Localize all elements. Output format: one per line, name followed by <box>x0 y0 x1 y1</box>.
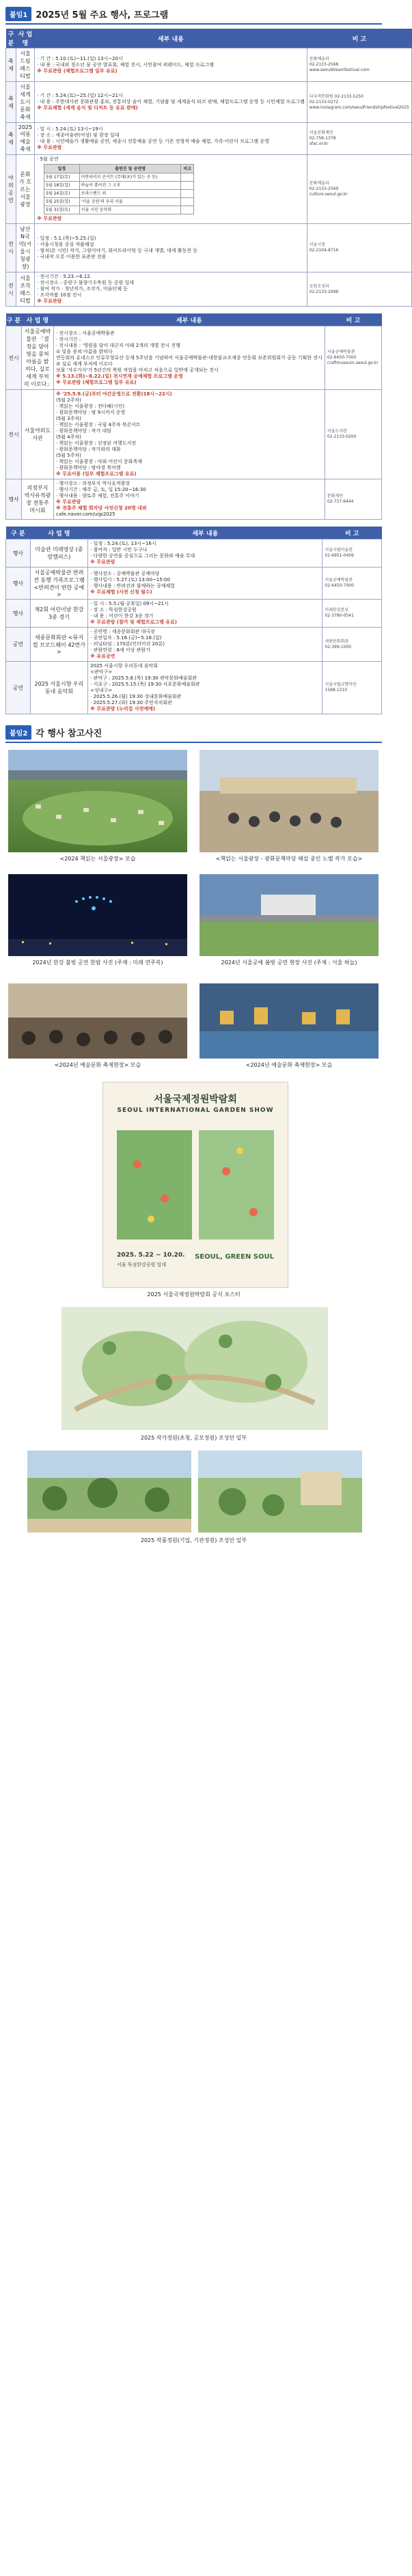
row-detail <box>35 82 307 123</box>
contact-line: 서울공예박물관 <box>325 578 353 583</box>
garden-plan-2b-illustration <box>198 1451 362 1532</box>
detail-line: · 전시장소 : 중랑구 물향기수목원 등 공원 일대 <box>37 280 134 285</box>
detail-line: · 광화문책마당 : 밤 9시까지 운영 <box>55 410 126 415</box>
page-title: 2025년 5월 주요 행사, 프로그램 <box>36 10 169 20</box>
detail-line: ※ 무료관람 <box>55 499 81 505</box>
detail-line: ※ '25.5.9.(금)부터 야간운영으로 전환(18시~22시) <box>55 391 172 397</box>
section-title: 각 행사 참고사진 <box>36 728 102 739</box>
table-row <box>6 48 412 82</box>
photo-caption: <2024 책읽는 서울광장> 모습 <box>59 856 136 862</box>
row-project-name: 문화가 흐르는 서울광장 <box>16 155 34 224</box>
schedule-row <box>44 190 194 198</box>
row-detail <box>35 272 307 307</box>
detail-line: ※ 무료관람 <box>37 145 62 150</box>
row-category: 야외공연 <box>6 155 16 224</box>
row-project-name: 의정부지 역사유적광장 전통주마시회 <box>21 479 53 520</box>
contact-line: 서울문화재단 <box>309 130 333 135</box>
row-project-name: 서울조각페스티벌 <box>16 272 34 307</box>
detail-line: · 기 간 : 5.10.(토)~11.(일) 13시~20시 <box>37 55 123 61</box>
contact-line: 공원조성과 <box>309 283 329 289</box>
detail-line: <성내구> <box>90 688 113 693</box>
detail-line: · 협치(본 시민) 작가, 그림이야기, 화이트라이팅 등 국내 개별, 대세 활동전 등 <box>37 248 198 253</box>
row-category: 축제 <box>6 123 16 155</box>
row-category: 축제 <box>6 48 16 82</box>
detail-line: · 행사내용 : 반려견과 함께하는 공예체험 <box>90 583 176 589</box>
detail-line: · 2025.5.26.(월) 19:30 성내문화예술회관 <box>90 694 182 699</box>
detail-line: · 내 용 : 어린이 한강 3종 경기 <box>90 613 154 619</box>
photo-cheonggye-festival <box>200 983 379 1059</box>
schedule-cell <box>181 173 194 182</box>
row-project-name: 미술관 미래영상 (중랑캠퍼스) <box>30 540 88 568</box>
detail-line: · 행사장소 : 의정부지 역사유적광장 <box>55 481 131 486</box>
detail-line: (5월 2주차) <box>55 397 81 403</box>
table-row <box>6 272 412 307</box>
photo-spring-park <box>200 874 379 956</box>
header-project: 사 업 명 <box>16 29 34 48</box>
detail-line: <관악구> <box>90 669 113 675</box>
row-project-name: 제2회 어린이날 한강 3종 경기 <box>30 600 88 628</box>
plaza-illustration <box>8 750 187 852</box>
contact-line: 02-2133-2098 <box>309 289 339 294</box>
row-contact <box>307 48 411 82</box>
detail-line: · 내 용 : 주한대사관 문화관광 홍보, 전통의상 숨이 체험, 기념품 및 세계음식 타코 판매, 체험프로그램 운영 등 시민체험 프로그램 <box>37 99 305 104</box>
row-project-name: 세종문화회관 <뮤지컬 브로드웨이 42번가> <box>30 628 88 662</box>
detail-line: · 전시기간 : 5.23.~6.12. <box>37 274 92 279</box>
detail-line: · 책읽는 서울광장 : 전다혜(시인) <box>55 404 125 409</box>
drone-show-illustration <box>8 874 187 956</box>
contact-line: 02-758-1378 <box>309 136 336 141</box>
detail-line: ① 빛을 뭉쳐 아름을 밝히다 <box>55 348 113 354</box>
detail-line: · 일정 : 5.1.(목)~5.25.(일) <box>37 236 96 241</box>
row-contact <box>322 662 382 714</box>
header-category: 구 분 <box>6 29 16 48</box>
table-row <box>6 479 382 520</box>
row-detail <box>88 540 322 568</box>
contact-line: 02-6951-0409 <box>325 553 354 558</box>
detail-line: · 다양한 공연을 중심으로 그리는 문화와 예술 무대 <box>90 553 195 559</box>
row-detail <box>53 479 325 520</box>
header-project: 사 업 명 <box>30 527 88 540</box>
header-note: 비 고 <box>322 527 382 540</box>
contact-line: 미래한강본부 <box>325 608 349 613</box>
events-table-3 <box>5 527 382 714</box>
detail-line: ② 실로 세계 부처에 이르다 <box>55 361 113 367</box>
row-contact <box>307 155 411 224</box>
table-row <box>6 540 382 568</box>
contact-line: www.instagram.com/seoulfriendshipfestival2025 <box>309 104 410 110</box>
detail-line: ※ 무료체험 (세계 음식 및 디저트 등 유료 판매) <box>37 105 138 111</box>
header-detail: 세부 내용 <box>53 313 325 326</box>
header-note: 비 고 <box>325 313 381 326</box>
section-badge: 붙임1 <box>5 7 31 21</box>
contact-line: 02-2133-0200 <box>327 434 357 439</box>
detail-line: · 행사기간 : 매주 금, 토, 일 15:20~16:30 <box>55 487 146 492</box>
book-event-illustration <box>200 750 379 852</box>
detail-line: · 일정 : 5.24.(토), 13시~16시 <box>90 541 156 546</box>
detail-line: · 내 용 : 시민예술가 생활예술 공연, 세종시 전통예술 공연 등 기존 전형적 예술 체험, 가족·어린이 프로그램 운영 <box>37 139 269 144</box>
detail-line: · 광화문책마당 : 작가 대담 <box>55 428 112 434</box>
schedule-cell: 5월 25일(일) <box>44 198 80 206</box>
row-detail <box>88 600 322 628</box>
schedule-header: 일정 <box>44 165 80 173</box>
detail-line: ※ 무료관람 <box>37 298 62 304</box>
schedule-cell: '서울 공원'의 우리 서울 <box>79 198 181 206</box>
detail-line: · 일 시 : 5.5.(월·공휴일) 09시~21시 <box>90 601 169 606</box>
contact-line: 서울시청 <box>309 242 325 247</box>
photo-seoul-plaza-2024 <box>8 750 187 852</box>
detail-line: (5월 3주차) <box>55 416 81 421</box>
detail-line: ※ 무료관람 <box>90 559 115 565</box>
photo-caption: 2025 서울국제정원박람회 공식 포스터 <box>147 1291 241 1298</box>
schedule-cell <box>181 190 194 198</box>
detail-line: · 2025.5.27.(화) 19:30 주민자치회관 <box>90 700 172 705</box>
photo-garden-plan-1 <box>61 1307 328 1430</box>
detail-line: · 러닝타임 : 170분(인터미션 20분) <box>90 641 165 647</box>
header-note: 비 고 <box>307 29 411 48</box>
table-row <box>6 662 382 714</box>
schedule-row <box>44 198 194 206</box>
table-row <box>6 326 382 390</box>
detail-line: ※ 무료이용 (일부 체험프로그램 유료) <box>55 471 137 477</box>
schedule-cell: 어반라이브 콘서트 (무대(포)가 있는 곳 등) <box>79 173 181 182</box>
poster-title-ko: 서울국제정원박람회 <box>154 1094 237 1105</box>
detail-line: · 참여자 : 일반 시민 누구나 <box>90 547 148 552</box>
row-category: 전시 <box>6 272 16 307</box>
events-table-2 <box>5 313 382 520</box>
detail-line: · 광화문책마당 : 밤야경 북마켓 <box>55 465 121 471</box>
detail-line: · 서울시청을 중심 작품해설 <box>37 242 94 247</box>
row-category: 전시 <box>6 326 22 390</box>
schedule-cell: 5월 18일(일) <box>44 182 80 190</box>
detail-line: · 공연일자 : 5.16.(금)~5.18.(일) <box>90 635 162 641</box>
detail-line: · 기 간 : 5.24.(토)~25.(일) 12시~21시 <box>37 93 123 98</box>
contact-line: 02-737-6444 <box>327 499 354 504</box>
detail-line: · 국내작 오롯 이용한 표준판 전용 <box>37 254 107 260</box>
row-category: 행사 <box>6 479 22 520</box>
header-detail: 세부 내용 <box>88 527 322 540</box>
photo-caption: 2024년 한강 불빛 공연 한밤 사진 (주제 : 미래 연주복) <box>32 960 163 966</box>
photo-drone-show-2024 <box>8 874 187 956</box>
schedule-cell <box>181 206 194 214</box>
contact-line: 02-6450-7000 <box>325 583 354 588</box>
row-category: 전시 <box>6 390 22 479</box>
schedule-cell: 하늘이 흩어진 그 오후 <box>79 182 181 190</box>
contact-line: craftmuseum.seoul.go.kr <box>327 361 379 365</box>
detail-line: 연등회의 유네스코 인류무형유산 등재 5주년을 기념하여 서울공예박물관-대한불교조계종 연등회 보존위원회가 공동 기획한 전시 <box>55 354 322 361</box>
table-row <box>6 123 412 155</box>
contact-line: 세종문화회관 <box>325 639 349 644</box>
row-contact <box>325 479 381 520</box>
table-row <box>6 224 412 272</box>
row-contact <box>322 540 382 568</box>
row-project-name: 서울야외도서관 <box>21 390 53 479</box>
schedule-table <box>44 164 194 214</box>
row-detail <box>35 123 307 155</box>
contact-line: 서울시립미술관 <box>325 548 353 552</box>
row-detail <box>88 662 322 714</box>
row-contact <box>322 628 382 662</box>
table-row <box>6 600 382 628</box>
detail-line: · 서초구 : 2025.5.15.(목) 19:30 서초문화예술회관 <box>90 682 200 687</box>
row-project-name: 서울공예박물관 반려견 동행 가족프로그램 <반려견이 반한 공예> <box>30 568 88 600</box>
table-row <box>6 390 382 479</box>
detail-line: ※ 무료관람 (누리집 사전예매) <box>90 706 156 712</box>
header-category: 구 분 <box>6 527 31 540</box>
header-category: 구 분 <box>6 313 22 326</box>
detail-line: cafe.naver.com/uijp2025 <box>55 512 115 517</box>
photo-garden-plan-2b <box>198 1451 362 1532</box>
row-detail <box>35 224 307 272</box>
row-detail <box>35 155 307 224</box>
detail-line: · 책읽는 서울광장 : 국립 4주차 북콘서트 <box>55 422 141 428</box>
detail-line: · 행사내용 : 향토주 체험, 전통주 이야기 <box>55 493 139 499</box>
page <box>0 4 410 1935</box>
table-row <box>6 155 412 224</box>
row-category: 공연 <box>6 662 31 714</box>
schedule-cell: 5월 17일(토) <box>44 173 80 182</box>
detail-line: 보물 '자수가사'가 5년간의 복원 작업을 마치고 처음으로 일반에 공개되는 전시 <box>55 367 219 373</box>
row-contact <box>322 568 382 600</box>
poster-garden-show <box>102 1082 288 1288</box>
section1-header <box>5 4 382 25</box>
detail-line: ※ 5.13.(화)~6.22.(일) 전시연계 공예체험 프로그램 운영 <box>55 373 183 379</box>
poster-dates: 2025. 5.22 ~ 10.20. <box>117 1252 185 1259</box>
header-detail: 세부 내용 <box>35 29 307 48</box>
contact-line: 문화재단 <box>327 494 343 499</box>
contact-line: sfac.or.kr <box>309 141 329 146</box>
photo-festival-crowd <box>8 983 187 1059</box>
detail-line: ※ 무료관람 (체험프로그램 일부 유료) <box>37 68 118 74</box>
photo-caption: 2025 작품정원(기업, 기관정원) 조성안 일부 <box>140 1537 247 1543</box>
table-row <box>6 82 412 123</box>
detail-line: ※ 유료공연 <box>90 654 115 659</box>
detail-line: ※ 무료체험 (사전 신청 필수) <box>90 589 152 595</box>
detail-line: · 광화문책마당 : 작가와의 대화 <box>55 447 121 452</box>
poster-garden-illustration <box>103 1123 288 1246</box>
detail-line: · 공연명 : 세종문화회관 대극장 <box>90 629 155 634</box>
photo-caption: 2025 작가정원(초청, 공모정원) 조성안 일부 <box>140 1435 247 1441</box>
contact-line: 02-2133-2569 <box>309 186 339 191</box>
detail-line: ※ 무료관람 (참가 및 체험프로그램 유료) <box>90 619 177 625</box>
row-contact <box>307 272 411 307</box>
contact-line: 문화예술과 <box>309 57 329 61</box>
detail-line: · 조각작품 10점 전시 <box>37 292 82 298</box>
photo-gwanghwamun-book <box>200 750 379 852</box>
row-detail <box>53 326 325 390</box>
detail-line: ※ 무료관람 <box>37 216 62 221</box>
schedule-row <box>44 173 194 182</box>
row-category: 전시 <box>6 224 16 272</box>
schedule-row <box>44 182 194 190</box>
row-category: 행사 <box>6 568 31 600</box>
detail-line: · 전시장소 : 서울공예박물관 <box>55 330 115 336</box>
detail-line: · 책읽는 서울광장 : 야외 어린이 문화축제 <box>55 459 143 464</box>
detail-line: · 장 소 : 세종미술관(여성) 및 광장 일대 <box>37 132 120 138</box>
poster-venue: 서울 뚝섬한강공원 일대 <box>117 1262 167 1268</box>
photo-caption: <2024년 예술문화 축제현장> 모습 <box>54 1062 141 1068</box>
contact-line: 문화예술과 <box>309 181 329 186</box>
detail-line: · 일 시 : 5.24.(토) 13시~19시 <box>37 126 103 132</box>
row-contact <box>322 600 382 628</box>
row-project-name: 2025 여름 예술 축제 <box>16 123 34 155</box>
row-detail <box>53 390 325 479</box>
schedule-cell: 5월 31일(토) <box>44 206 80 214</box>
detail-line: ※ 무료관람 (체험프로그램 일부 유료) <box>55 379 137 385</box>
schedule-cell: 서울 시민 음악회 <box>79 206 181 214</box>
detail-line: · 5월 공연 <box>37 156 59 162</box>
section2-header <box>5 723 382 743</box>
schedule-row <box>44 206 194 214</box>
detail-line: · 전시기간 : <box>55 336 81 342</box>
row-category: 공연 <box>6 628 31 662</box>
contact-line: 서울시립교향악단 <box>325 682 357 687</box>
contact-line: 서울공예박물관 <box>327 350 355 354</box>
photo-area <box>0 747 387 1935</box>
row-contact <box>307 123 411 155</box>
stream-illustration <box>200 983 379 1059</box>
table-row <box>6 628 382 662</box>
row-project-name: 서울세계도시문화축제 <box>16 82 34 123</box>
photo-garden-plan-2 <box>27 1451 191 1532</box>
section-badge: 붙임2 <box>5 725 31 740</box>
detail-line: · 행사장소 : 공예박물관 공예마당 <box>90 571 160 576</box>
row-contact <box>307 82 411 123</box>
contact-line: culture.seoul.go.kr <box>309 192 348 197</box>
row-contact <box>307 224 411 272</box>
schedule-cell: 브라스밴드 외 <box>79 190 181 198</box>
detail-line: ※ 전통주 체험 회차당 사전신청 20명 내외 <box>55 505 147 511</box>
contact-line: 02-2133-2568 <box>309 62 339 67</box>
detail-line: · 관람연령 : 8세 이상 관람가 <box>90 647 150 653</box>
poster-title-en: SEOUL INTERNATIONAL GARDEN SHOW <box>117 1107 274 1114</box>
detail-line: · 행사일시 : 5.27.(토) 13:00~15:00 <box>90 577 170 583</box>
table-row <box>6 568 382 600</box>
row-contact <box>325 390 381 479</box>
schedule-header: 비고 <box>181 165 194 173</box>
detail-line: (5월 4주차) <box>55 434 81 440</box>
row-category: 축제 <box>6 82 16 123</box>
row-detail <box>88 628 322 662</box>
detail-line: · 관악구 : 2025.5.8.(목) 19:30 관악문화예술회관 <box>90 675 197 681</box>
schedule-cell <box>181 182 194 190</box>
garden-plan-2a-illustration <box>27 1451 191 1532</box>
detail-line: (5월 5주차) <box>55 453 81 458</box>
poster-slogan: SEOUL, GREEN SOUL <box>195 1253 274 1261</box>
photo-caption: <2024년 예술문화 축제현장> 모습 <box>245 1062 333 1068</box>
detail-line: · 책읽는 서울광장 : 선정된 여행도서전 <box>55 440 137 446</box>
row-project-name: 서울드림페스티벌 <box>16 48 34 82</box>
photo-caption: <책읽는 서울광장 - 광화문책마당 해설 중인 노벨 작가 모습> <box>215 856 363 862</box>
detail-line: · 전시내용 : '영원을 담아 대곤자 아래 2개의 개별 전시 진행 <box>55 342 180 348</box>
row-detail <box>35 48 307 82</box>
row-project-name: 남산N국악(서울시청광장) <box>16 224 34 272</box>
contact-line: 02-3780-0541 <box>325 613 354 618</box>
schedule-cell <box>181 198 194 206</box>
contact-line: 서울도서관 <box>327 429 347 434</box>
row-category: 행사 <box>6 600 31 628</box>
detail-line: · 참여 작가 : 청년작가, 조각가, 미술단체 등 <box>37 286 128 292</box>
festival-illustration <box>8 983 187 1059</box>
park-illustration <box>200 874 379 956</box>
garden-plan-1-illustration <box>61 1307 328 1430</box>
row-category: 행사 <box>6 540 31 568</box>
contact-line: 02-2104-8716 <box>309 248 339 253</box>
photo-caption: 2024년 서울공예 봄빛 공연 현장 사진 (주제 : 서울 하늘) <box>221 960 357 966</box>
schedule-header: 출연진 및 공연명 <box>79 165 181 173</box>
events-table-1 <box>5 29 412 307</box>
detail-line: · 내 용 : 국내외 청소년 꿈 공연 발표회, 체험 전시, 시민참여 퍼레이드, 체험 프로그램 <box>37 61 214 68</box>
detail-line: · 장 소 : 뚝섬한강공원 <box>90 607 137 613</box>
contact-line: 다국적문화팀 02-2133-5250 <box>309 94 363 99</box>
contact-line: 02-6450-7000 <box>327 355 357 360</box>
contact-line: 1588-1210 <box>325 688 348 692</box>
row-project-name: 2025 서울시향 우리동네 음악회 <box>30 662 88 714</box>
contact-line: www.seouldreamfestival.com <box>309 68 370 72</box>
header-project: 사 업 명 <box>21 313 53 326</box>
row-contact <box>325 326 381 390</box>
row-project-name: 서울공예박물관 「결정을 담아 빛을 뭉쳐 아름을 밝히다, 실로 세계 부처의 이로다」 <box>21 326 53 390</box>
contact-line: 02-2133-0272 <box>309 99 339 104</box>
detail-line: 2025 서울시향 우리동네 음악회 <box>90 663 159 669</box>
contact-line: 02-399-1000 <box>325 644 352 649</box>
schedule-cell: 5월 24일(토) <box>44 190 80 198</box>
row-detail <box>88 568 322 600</box>
